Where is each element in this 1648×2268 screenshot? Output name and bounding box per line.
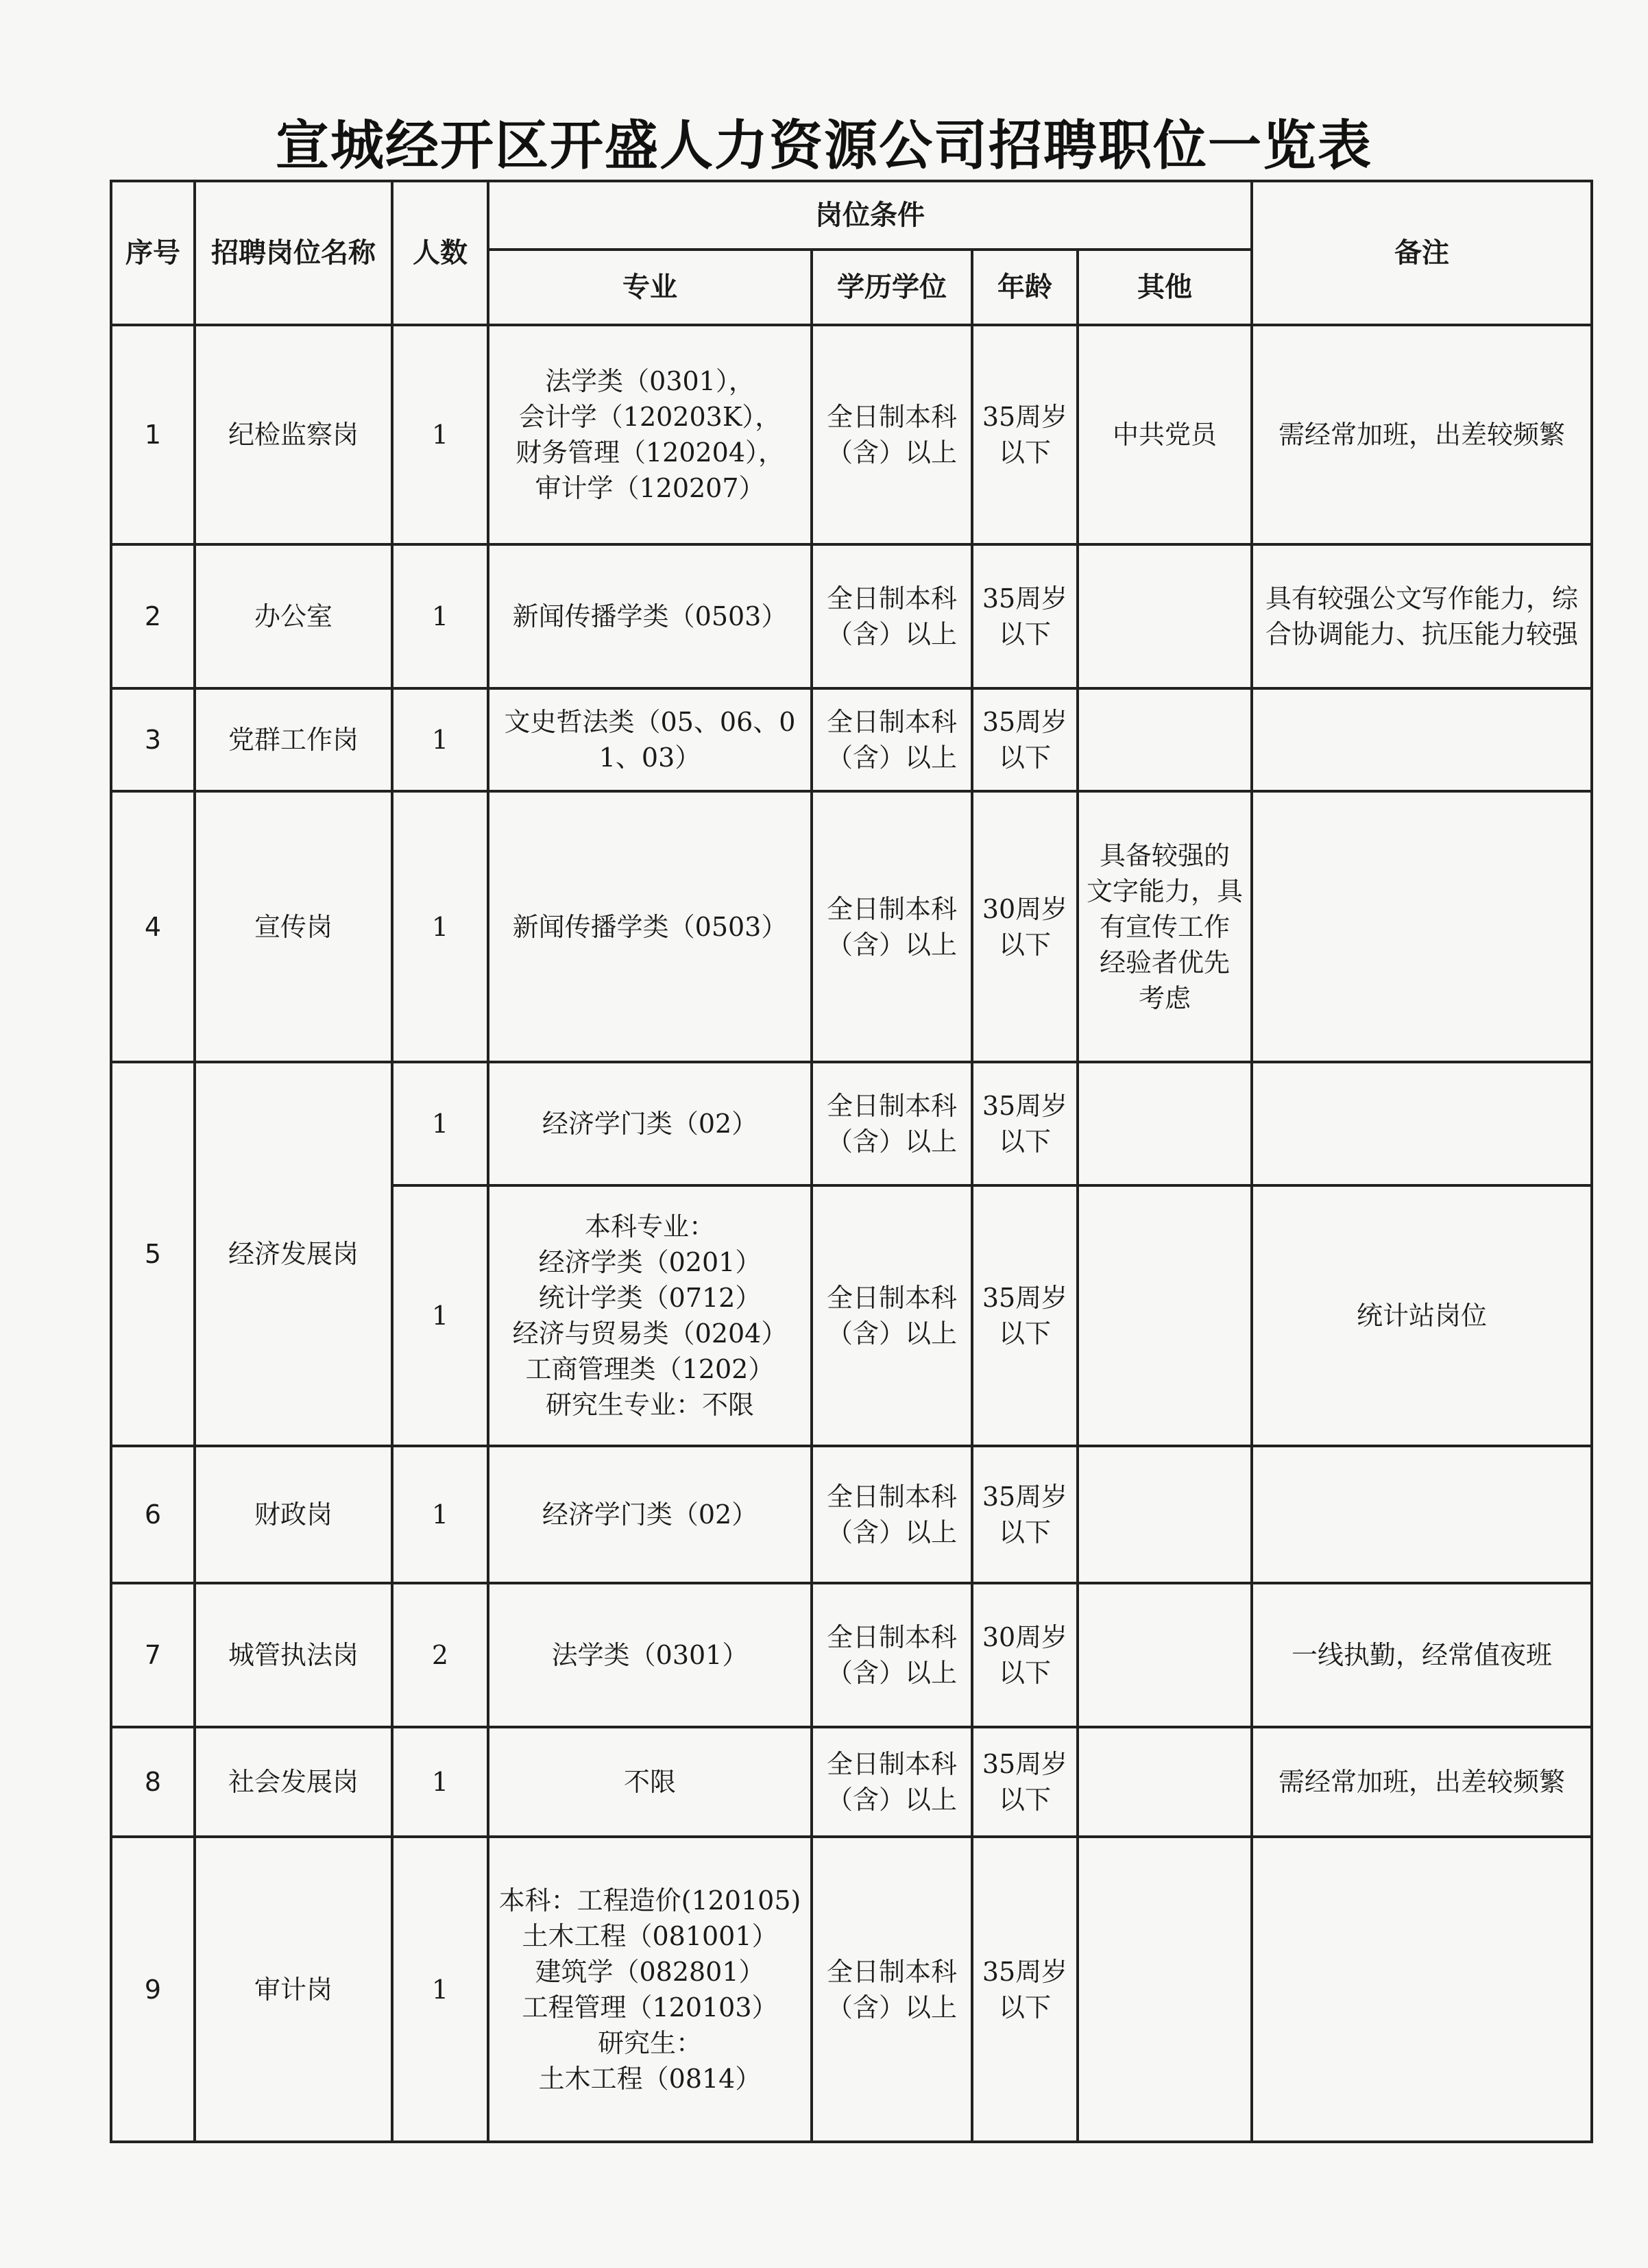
header-conditions: 岗位条件 bbox=[488, 181, 1252, 250]
major-cell: 不限 bbox=[488, 1727, 812, 1837]
major-cell: 新闻传播学类（0503） bbox=[488, 544, 812, 688]
other-cell bbox=[1078, 1727, 1252, 1837]
education-cell: 全日制本科 （含）以上 bbox=[812, 1837, 972, 2142]
position-cell: 宣传岗 bbox=[195, 791, 392, 1062]
age-cell: 35周岁 以下 bbox=[972, 1062, 1078, 1185]
position-cell: 经济发展岗 bbox=[195, 1062, 392, 1446]
seq-cell: 9 bbox=[111, 1837, 195, 2142]
age-cell: 35周岁 以下 bbox=[972, 325, 1078, 544]
age-cell: 30周岁 以下 bbox=[972, 1583, 1078, 1727]
table-row bbox=[111, 325, 1592, 544]
other-cell bbox=[1078, 1446, 1252, 1583]
education-cell: 全日制本科 （含）以上 bbox=[812, 1062, 972, 1185]
position-cell: 社会发展岗 bbox=[195, 1727, 392, 1837]
count-cell: 1 bbox=[392, 1062, 488, 1185]
education-cell: 全日制本科 （含）以上 bbox=[812, 1727, 972, 1837]
age-cell: 30周岁 以下 bbox=[972, 791, 1078, 1062]
remark-cell bbox=[1252, 791, 1592, 1062]
seq-cell: 7 bbox=[111, 1583, 195, 1727]
header-other: 其他 bbox=[1078, 250, 1252, 325]
age-cell: 35周岁 以下 bbox=[972, 544, 1078, 688]
age-cell: 35周岁 以下 bbox=[972, 1446, 1078, 1583]
table-row bbox=[111, 1837, 1592, 2142]
table-row bbox=[111, 1727, 1592, 1837]
count-cell: 1 bbox=[392, 688, 488, 791]
recruitment-table bbox=[110, 180, 1593, 2143]
education-cell: 全日制本科 （含）以上 bbox=[812, 325, 972, 544]
remark-cell: 需经常加班，出差较频繁 bbox=[1252, 325, 1592, 544]
table-row bbox=[111, 544, 1592, 688]
education-cell: 全日制本科 （含）以上 bbox=[812, 688, 972, 791]
remark-cell: 一线执勤，经常值夜班 bbox=[1252, 1583, 1592, 1727]
other-cell: 中共党员 bbox=[1078, 325, 1252, 544]
education-cell: 全日制本科 （含）以上 bbox=[812, 1185, 972, 1446]
education-cell: 全日制本科 （含）以上 bbox=[812, 791, 972, 1062]
other-cell bbox=[1078, 544, 1252, 688]
age-cell: 35周岁 以下 bbox=[972, 1837, 1078, 2142]
position-cell: 审计岗 bbox=[195, 1837, 392, 2142]
header-count: 人数 bbox=[392, 181, 488, 325]
major-cell: 法学类（0301）， 会计学（120203K）， 财务管理（120204）， 审计学（120207） bbox=[488, 325, 812, 544]
major-cell: 经济学门类（02） bbox=[488, 1446, 812, 1583]
remark-cell bbox=[1252, 1062, 1592, 1185]
count-cell: 1 bbox=[392, 791, 488, 1062]
count-cell: 2 bbox=[392, 1583, 488, 1727]
seq-cell: 2 bbox=[111, 544, 195, 688]
count-cell: 1 bbox=[392, 1446, 488, 1583]
count-cell: 1 bbox=[392, 325, 488, 544]
remark-cell bbox=[1252, 1446, 1592, 1583]
position-cell: 财政岗 bbox=[195, 1446, 392, 1583]
header-age: 年龄 bbox=[972, 250, 1078, 325]
seq-cell: 3 bbox=[111, 688, 195, 791]
count-cell: 1 bbox=[392, 1837, 488, 2142]
count-cell: 1 bbox=[392, 1185, 488, 1446]
education-cell: 全日制本科 （含）以上 bbox=[812, 544, 972, 688]
header-major: 专业 bbox=[488, 250, 812, 325]
major-cell: 新闻传播学类（0503） bbox=[488, 791, 812, 1062]
education-cell: 全日制本科 （含）以上 bbox=[812, 1583, 972, 1727]
remark-cell bbox=[1252, 1837, 1592, 2142]
position-cell: 办公室 bbox=[195, 544, 392, 688]
other-cell bbox=[1078, 1062, 1252, 1185]
remark-cell: 具有较强公文写作能力，综合协调能力、抗压能力较强 bbox=[1252, 544, 1592, 688]
table-header bbox=[111, 181, 1592, 325]
major-cell: 法学类（0301） bbox=[488, 1583, 812, 1727]
seq-cell: 1 bbox=[111, 325, 195, 544]
age-cell: 35周岁 以下 bbox=[972, 1727, 1078, 1837]
header-remark: 备注 bbox=[1252, 181, 1592, 325]
seq-cell: 6 bbox=[111, 1446, 195, 1583]
remark-cell: 统计站岗位 bbox=[1252, 1185, 1592, 1446]
education-cell: 全日制本科 （含）以上 bbox=[812, 1446, 972, 1583]
other-cell bbox=[1078, 1583, 1252, 1727]
other-cell: 具备较强的 文字能力，具 有宣传工作 经验者优先 考虑 bbox=[1078, 791, 1252, 1062]
page-title: 宣城经开区开盛人力资源公司招聘职位一览表 bbox=[275, 115, 1372, 177]
other-cell bbox=[1078, 688, 1252, 791]
other-cell bbox=[1078, 1837, 1252, 2142]
seq-cell: 8 bbox=[111, 1727, 195, 1837]
position-cell: 党群工作岗 bbox=[195, 688, 392, 791]
position-cell: 城管执法岗 bbox=[195, 1583, 392, 1727]
table-row bbox=[111, 791, 1592, 1062]
age-cell: 35周岁 以下 bbox=[972, 1185, 1078, 1446]
header-position: 招聘岗位名称 bbox=[195, 181, 392, 325]
count-cell: 1 bbox=[392, 1727, 488, 1837]
remark-cell: 需经常加班，出差较频繁 bbox=[1252, 1727, 1592, 1837]
seq-cell: 5 bbox=[111, 1062, 195, 1446]
position-cell: 纪检监察岗 bbox=[195, 325, 392, 544]
table-row bbox=[111, 1446, 1592, 1583]
table-row bbox=[111, 1583, 1592, 1727]
other-cell bbox=[1078, 1185, 1252, 1446]
major-cell: 本科专业： 经济学类（0201） 统计学类（0712） 经济与贸易类（0204） 工商管理类（1202） 研究生专业：不限 bbox=[488, 1185, 812, 1446]
header-education: 学历学位 bbox=[812, 250, 972, 325]
table-row bbox=[111, 1062, 1592, 1185]
major-cell: 经济学门类（02） bbox=[488, 1062, 812, 1185]
header-seq: 序号 bbox=[111, 181, 195, 325]
remark-cell bbox=[1252, 688, 1592, 791]
major-cell: 本科：工程造价(120105) 土木工程（081001） 建筑学（082801） 工程管理（120103） 研究生： 土木工程（0814） bbox=[488, 1837, 812, 2142]
count-cell: 1 bbox=[392, 544, 488, 688]
table-row bbox=[111, 688, 1592, 791]
age-cell: 35周岁 以下 bbox=[972, 688, 1078, 791]
major-cell: 文史哲法类（05、06、01、03） bbox=[488, 688, 812, 791]
seq-cell: 4 bbox=[111, 791, 195, 1062]
